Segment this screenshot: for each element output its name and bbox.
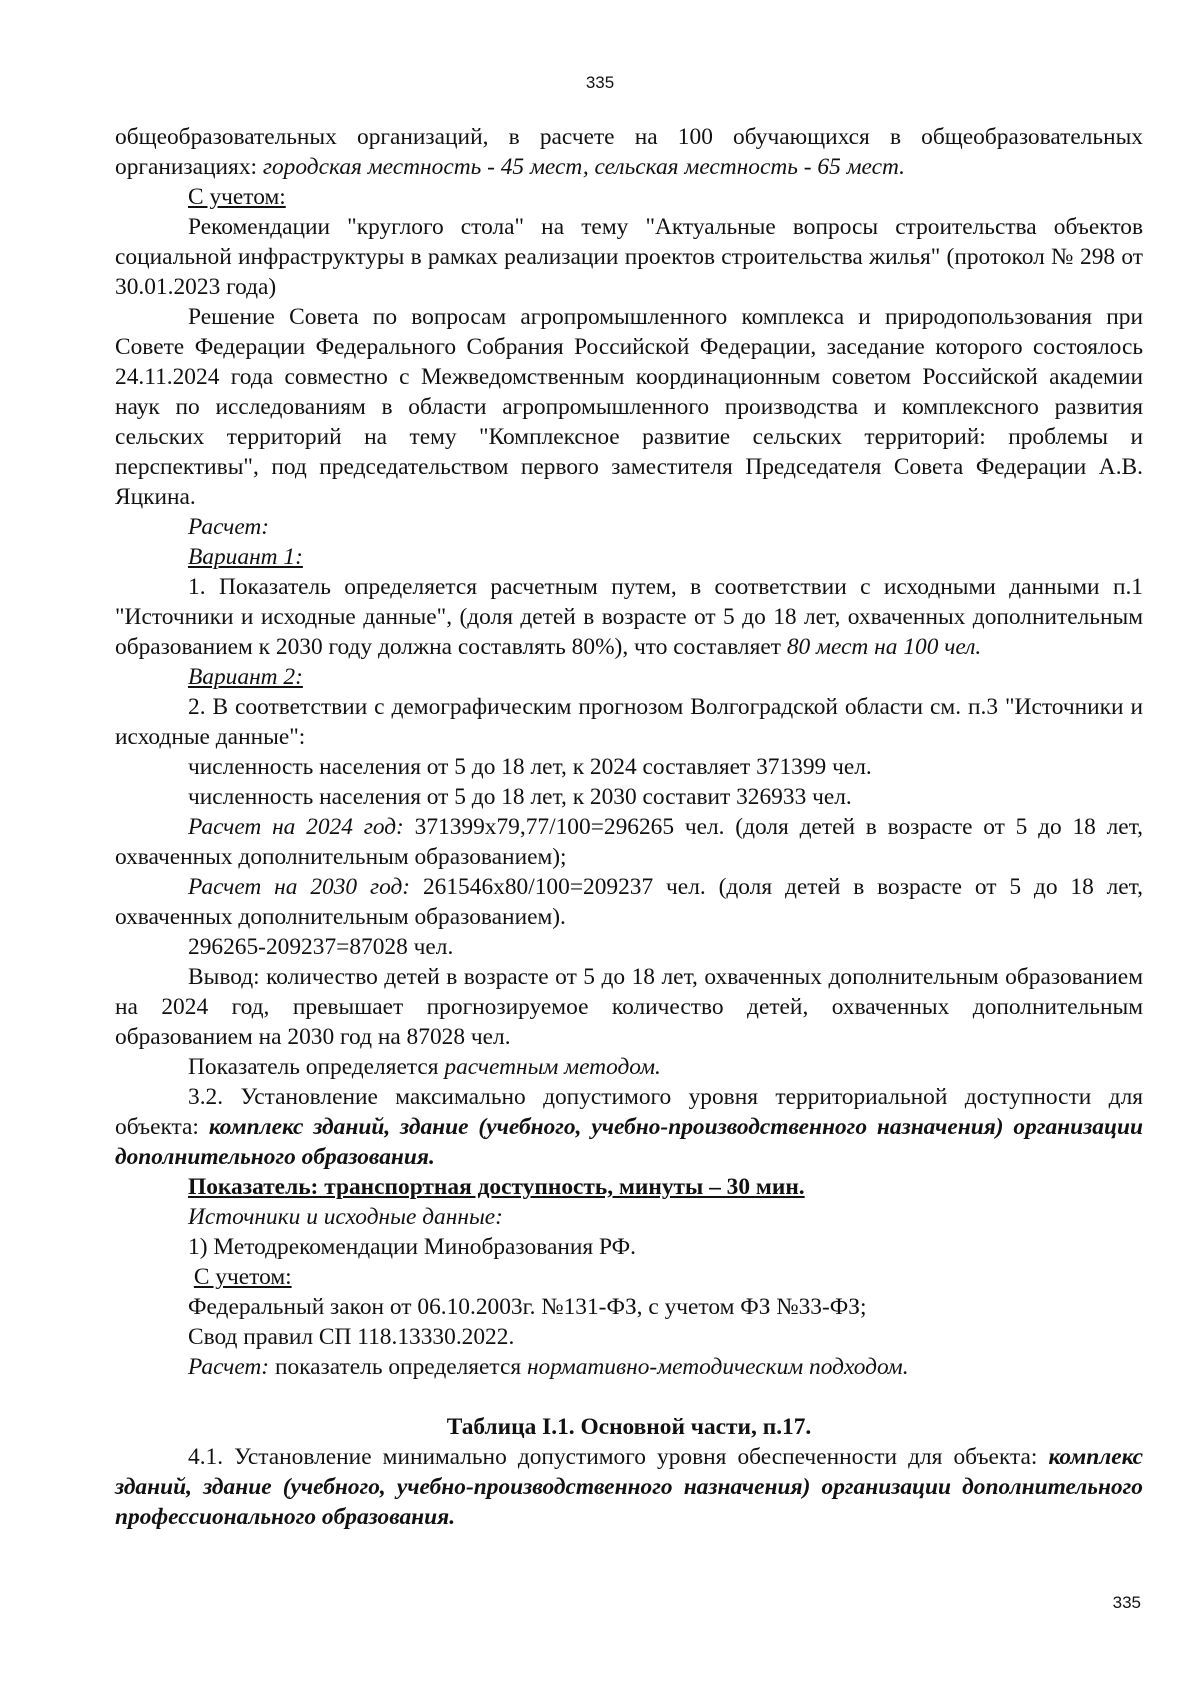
calculation-final-italic: нормативно-методическим подходом. <box>526 1354 909 1380</box>
method-text: Показатель определяется <box>188 1054 445 1080</box>
object-description: комплекс зданий, здание (учебного, учебно-производственного назначения) организации дополнительного образования. <box>115 1114 1143 1170</box>
with-regard-label: С учетом: <box>188 184 286 210</box>
sources-heading <box>115 1202 1143 1232</box>
with-regard-heading-2 <box>115 1262 1143 1292</box>
paragraph-text: 1. Показатель определяется расчетным путем, в соответствии с исходными данными п.1 "Источники и исходные данные", (доля детей в возрасте от 5 до 18 лет, охваченных дополнительным образованием к 2030 году должна составлять 80%), что составляет <box>115 574 1143 660</box>
calculation-final-label: Расчет: <box>188 1354 270 1380</box>
page-number-bottom: 335 <box>1112 1593 1141 1612</box>
variant-2-heading <box>115 662 1143 692</box>
paragraph-4-1 <box>115 1442 1143 1532</box>
calculation-heading <box>115 512 1143 542</box>
object-description: комплекс зданий, здание (учебного, учебно-производственного назначения) организации дополнительного профессионального образования. <box>115 1444 1143 1530</box>
calculation-final-text: показатель определяется <box>269 1354 527 1380</box>
calculation-2024-label: Расчет на 2024 год: <box>188 814 404 840</box>
method-italic: расчетным методом. <box>444 1054 661 1080</box>
paragraph-council-decision: Решение Совета по вопросам агропромышленного комплекса и природопользования при Совете Федерации Федерального Собрания Российской Федерации, заседание которого состоялось 24.11.2024 года совместно с Межведомственным координационным советом Российской академии наук по исследованиям в области агропромышленного производства и комплексного развития сельских территорий на тему "Комплексное развитие сельских территорий: проблемы и перспективы", под председательством первого заместителя Председателя Совета Федерации А.В. Яцкина. <box>115 304 1143 510</box>
calculation-final <box>115 1352 1143 1382</box>
page-content <box>115 122 1143 1532</box>
calculation-2030-text: 261546х80/100=209237 чел. (доля детей в возрасте от 5 до 18 лет, охваченных дополнительным образованием). <box>115 874 1143 930</box>
population-2030: численность населения от 5 до 18 лет, к 2030 составит 326933 чел. <box>188 784 852 810</box>
paragraph-text: 4.1. Установление минимально допустимого уровня обеспеченности для объекта: <box>188 1444 1049 1470</box>
law-reference: Федеральный закон от 06.10.2003г. №131-ФЗ, с учетом ФЗ №33-ФЗ; <box>188 1294 867 1320</box>
paragraph-round-table: Рекомендации "круглого стола" на тему "Актуальные вопросы строительства объектов социальной инфраструктуры в рамках реализации проектов строительства жилья" (протокол № 298 от 30.01.2023 года) <box>115 214 1143 300</box>
indicator-heading <box>115 1172 1143 1202</box>
source-item-1: 1) Методрекомендации Минобразования РФ. <box>188 1234 636 1260</box>
paragraph-italic: городская местность - 45 мест, сельская местность - 65 мест. <box>262 154 906 180</box>
page-number-top: 335 <box>585 73 615 92</box>
code-of-rules: Свод правил СП 118.13330.2022. <box>188 1324 515 1350</box>
table-heading: Таблица I.1. Основной части, п.17. <box>446 1414 812 1440</box>
paragraph-text: 3.2. Установление максимально допустимого уровня территориальной доступности для объекта: <box>115 1084 1143 1140</box>
paragraph-3-2 <box>115 1082 1143 1172</box>
paragraph-text: общеобразовательных организаций, в расчете на 100 обучающихся в общеобразовательных организациях: <box>115 124 1143 180</box>
calculation-2024-text: 371399х79,77/100=296265 чел. (доля детей в возрасте от 5 до 18 лет, охваченных дополнительным образованием); <box>115 814 1143 870</box>
sources-label: Источники и исходные данные: <box>188 1204 503 1230</box>
difference: 296265-209237=87028 чел. <box>188 934 454 960</box>
calculation-label: Расчет: <box>188 514 270 540</box>
variant-2-label: Вариант 2: <box>188 664 303 690</box>
paragraph-italic: 80 мест на 100 чел. <box>786 634 982 660</box>
variant-1-heading <box>115 542 1143 572</box>
paragraph-variant-1 <box>115 572 1143 662</box>
paragraph-conclusion: Вывод: количество детей в возрасте от 5 до 18 лет, охваченных дополнительным образованием на 2024 год, превышает прогнозируемое количество детей, охваченных дополнительным образованием на 2030 год на 87028 чел. <box>115 964 1143 1050</box>
variant-1-label: Вариант 1: <box>188 544 303 570</box>
with-regard-label: С учетом: <box>193 1264 292 1290</box>
calculation-2030-label: Расчет на 2030 год: <box>188 874 411 900</box>
calculation-2024 <box>115 812 1143 872</box>
calculation-2030 <box>115 872 1143 932</box>
paragraph-variant-2: 2. В соответствии с демографическим прогнозом Волгоградской области см. п.3 "Источники и исходные данные": <box>115 694 1143 750</box>
paragraph-capacity-norm <box>115 122 1143 182</box>
indicator-label: Показатель: транспортная доступность, минуты – 30 мин. <box>188 1174 805 1200</box>
population-2024: численность населения от 5 до 18 лет, к 2024 составляет 371399 чел. <box>188 754 872 780</box>
spacer <box>115 1382 1143 1412</box>
method-line <box>115 1052 1143 1082</box>
with-regard-heading-1 <box>115 182 1143 212</box>
